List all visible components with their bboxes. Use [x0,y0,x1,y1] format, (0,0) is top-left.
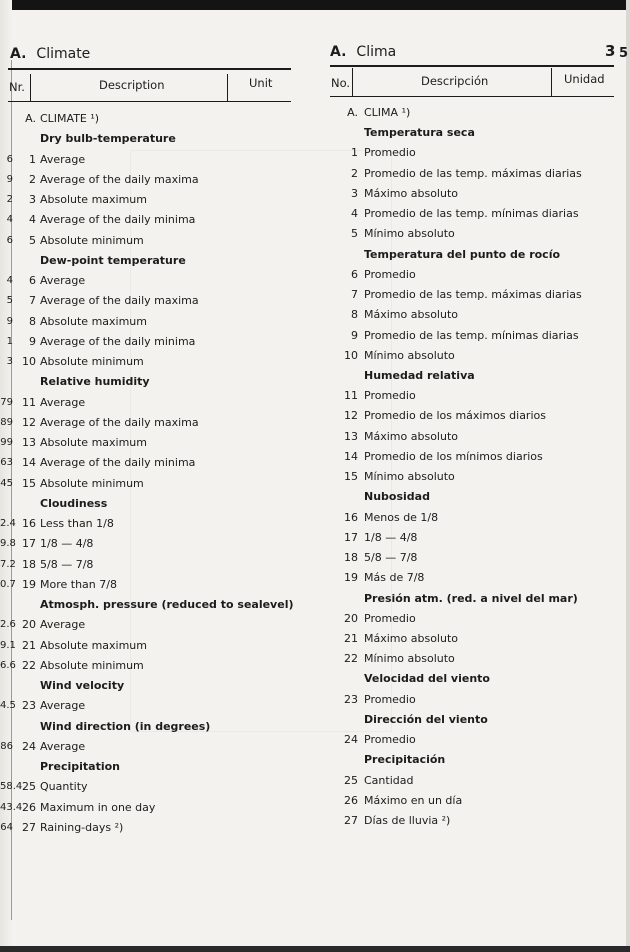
margin-value: 9 [6,315,13,327]
row-number: 26 [344,793,358,807]
margin-value: 9 [6,173,13,185]
row-description: Absolute minimum [40,658,144,672]
page-number: 3 [605,42,616,60]
group-heading: Presión atm. (red. a nivel del mar) [364,591,578,605]
row-description: Average of the daily maxima [40,172,199,186]
row-number: 10 [344,348,358,362]
row-number: 11 [22,395,36,409]
margin-value: 43.4 [0,801,23,813]
row-description: Quantity [40,780,88,794]
row-number: 18 [22,557,36,571]
row-description: Average of the daily maxima [40,415,199,429]
margin-value: 1 [6,335,13,347]
row-description: Menos de 1/8 [364,510,439,524]
margin-value: 9.1 [0,639,16,651]
margin-value: 5 [6,295,13,307]
group-heading: Temperatura seca [364,126,475,140]
right-col-divider-2 [551,68,552,96]
row-description: Average of the daily minima [40,213,196,227]
row-number: 27 [344,814,358,828]
left-section-title: Climate [36,46,91,62]
group-heading: Wind velocity [40,679,125,692]
row-number: 26 [22,800,36,814]
right-page-edge [626,0,630,952]
margin-value: 6 [6,234,13,246]
margin-value: 89 [0,416,13,428]
margin-value: 63 [0,457,13,469]
row-description: Más de 7/8 [364,571,425,585]
row-number: 15 [344,470,358,484]
row-number: 17 [22,537,36,551]
row-description: Absolute maximum [40,314,147,328]
right-section-title: Clima [356,44,397,60]
right-col-divider-1 [352,68,353,96]
row-description: Average [40,618,86,632]
row-number: 21 [22,638,36,652]
row-description: Mínimo absoluto [364,470,455,484]
group-heading: Velocidad del viento [364,672,490,686]
row-description: Average of the daily minima [40,456,196,470]
row-number: 22 [22,658,36,672]
row-description: Promedio [364,733,416,747]
row-number: 14 [22,456,36,470]
row-number: 9 [29,334,36,348]
group-heading: Dry bulb-temperature [40,132,176,146]
group-heading: Humedad relativa [364,368,475,382]
right-rule-top [330,65,614,67]
row-description: CLIMATE ¹) [40,112,100,125]
row-description: More than 7/8 [40,577,117,591]
margin-value: 6 [6,153,13,165]
margin-value: 4 [6,214,13,226]
left-col-desc: Description [99,78,165,92]
row-number: 18 [344,551,358,565]
row-number: 14 [344,449,358,463]
row-number: 23 [344,692,358,706]
row-number: 2 [351,166,358,180]
row-number: 7 [29,294,36,308]
row-description: Average [40,395,86,409]
row-description: Máximo absoluto [364,429,458,443]
right-col-no: No. [331,76,351,90]
row-number: 12 [344,409,358,423]
left-col-divider-2 [227,74,228,101]
row-description: Promedio [364,146,416,160]
margin-value: 64 [0,821,13,833]
margin-value: 99 [0,437,13,448]
row-number: 6 [351,267,358,281]
group-heading: Dew-point temperature [40,253,186,267]
row-description: Average [40,274,86,287]
right-section-letter: A. [330,44,347,60]
row-description: Promedio de los máximos diarios [364,409,546,423]
row-number: 17 [344,530,358,544]
row-number: 22 [344,652,358,666]
row-number: 27 [22,820,36,834]
row-description: Average [40,739,86,753]
row-description: Raining-days ²) [40,820,124,834]
row-description: Mínimo absoluto [364,652,455,666]
group-heading: Atmosph. pressure (reduced to sealevel) [40,598,294,611]
left-col-unit: Unit [249,76,273,90]
row-number: 20 [22,618,36,632]
row-description: Promedio de las temp. mínimas diarias [364,207,579,221]
margin-value: 79 [0,396,13,408]
margin-value: 3 [6,356,13,367]
left-col-no: Nr. [9,80,25,94]
row-description: Average [40,152,86,166]
bottom-edge [0,946,630,952]
row-description: Average of the daily maxima [40,294,199,308]
right-col-desc: Descripción [421,74,489,88]
row-description: Promedio [364,611,416,625]
group-heading: Temperatura del punto de rocío [364,247,561,261]
group-heading: Precipitation [40,760,120,773]
margin-value: 58.4 [0,781,23,793]
row-description: Promedio de las temp. máximas diarias [364,166,582,180]
row-number: 12 [22,415,36,429]
row-number: 10 [22,355,36,368]
row-number: 7 [351,288,358,302]
left-rule-header [8,101,291,102]
row-description: Promedio [364,389,416,403]
row-description: Mínimo absoluto [364,227,455,241]
row-number: 5 [29,233,36,247]
right-rule-header [330,96,614,97]
left-section-letter: A. [10,46,27,62]
row-description: Average of the daily minima [40,334,196,348]
margin-value: 45 [0,477,13,489]
row-description: Absolute maximum [40,638,147,652]
row-description: 1/8 — 4/8 [40,537,94,551]
row-description: Absolute minimum [40,476,144,490]
row-description: Average [40,699,86,713]
row-description: Cantidad [364,773,414,787]
right-section-heading [330,44,396,60]
margin-value: 4.5 [0,700,16,712]
margin-value: 4 [6,275,13,286]
row-number: A. [25,112,36,125]
margin-value: 2.4 [0,518,16,529]
row-number: 11 [344,389,358,403]
row-number: 4 [351,207,358,221]
margin-value: 9.8 [0,538,16,550]
row-description: Días de lluvia ²) [364,814,451,828]
row-description: 1/8 — 4/8 [364,530,418,544]
left-rule-top [8,68,291,70]
row-number: 6 [29,274,36,287]
row-description: CLIMA ¹) [364,106,411,119]
row-description: 5/8 — 7/8 [40,557,94,571]
left-section-heading [10,46,90,62]
row-number: 3 [29,193,36,206]
margin-value: 2 [6,194,13,205]
row-number: 4 [29,213,36,227]
group-heading: Dirección del viento [364,712,488,726]
row-number: 1 [351,146,358,160]
row-description: Promedio de las temp. máximas diarias [364,288,582,302]
row-description: Máximo en un día [364,793,463,807]
group-heading: Precipitación [364,753,446,767]
row-number: 1 [29,152,36,166]
margin-value: 86 [0,740,13,752]
group-heading: Nubosidad [364,490,430,504]
group-heading: Wind direction (in degrees) [40,719,211,733]
row-number: 2 [29,172,36,186]
row-number: 8 [351,308,358,322]
row-number: 19 [344,571,358,585]
row-description: Máximo absoluto [364,186,458,200]
row-number: 16 [22,517,36,530]
row-number: 5 [351,227,358,241]
row-description: Promedio [364,692,416,706]
row-number: 8 [29,314,36,328]
row-number: 3 [351,186,358,200]
top-edge [0,0,630,10]
row-number: 23 [22,699,36,713]
row-number: 24 [22,739,36,753]
row-description: Mínimo absoluto [364,348,455,362]
right-col-unit: Unidad [564,72,605,86]
group-heading: Cloudiness [40,496,108,510]
page-number-next: 5 [619,46,629,61]
row-number: A. [347,106,358,119]
margin-value: 7.2 [0,558,16,570]
row-number: 25 [22,780,36,794]
margin-value: 6.6 [0,659,16,671]
row-description: 5/8 — 7/8 [364,551,418,565]
row-number: 21 [344,631,358,645]
row-number: 9 [351,328,358,342]
row-description: Absolute minimum [40,355,144,368]
margin-value: 2.6 [0,619,16,631]
row-description: Máximo absoluto [364,308,458,322]
row-description: Less than 1/8 [40,517,114,530]
row-description: Absolute maximum [40,436,147,449]
row-number: 25 [344,773,358,787]
group-heading: Relative humidity [40,375,150,389]
row-description: Máximo absoluto [364,631,458,645]
row-description: Promedio de las temp. mínimas diarias [364,328,579,342]
row-number: 24 [344,733,358,747]
row-number: 19 [22,577,36,591]
left-col-divider-1 [30,74,31,101]
row-number: 13 [344,429,358,443]
row-number: 20 [344,611,358,625]
row-description: Absolute maximum [40,193,147,206]
row-description: Promedio [364,267,416,281]
row-number: 15 [22,476,36,490]
row-number: 16 [344,510,358,524]
row-description: Absolute minimum [40,233,144,247]
row-description: Maximum in one day [40,800,156,814]
row-description: Promedio de los mínimos diarios [364,449,543,463]
row-number: 13 [22,436,36,449]
margin-value: 0.7 [0,578,16,590]
